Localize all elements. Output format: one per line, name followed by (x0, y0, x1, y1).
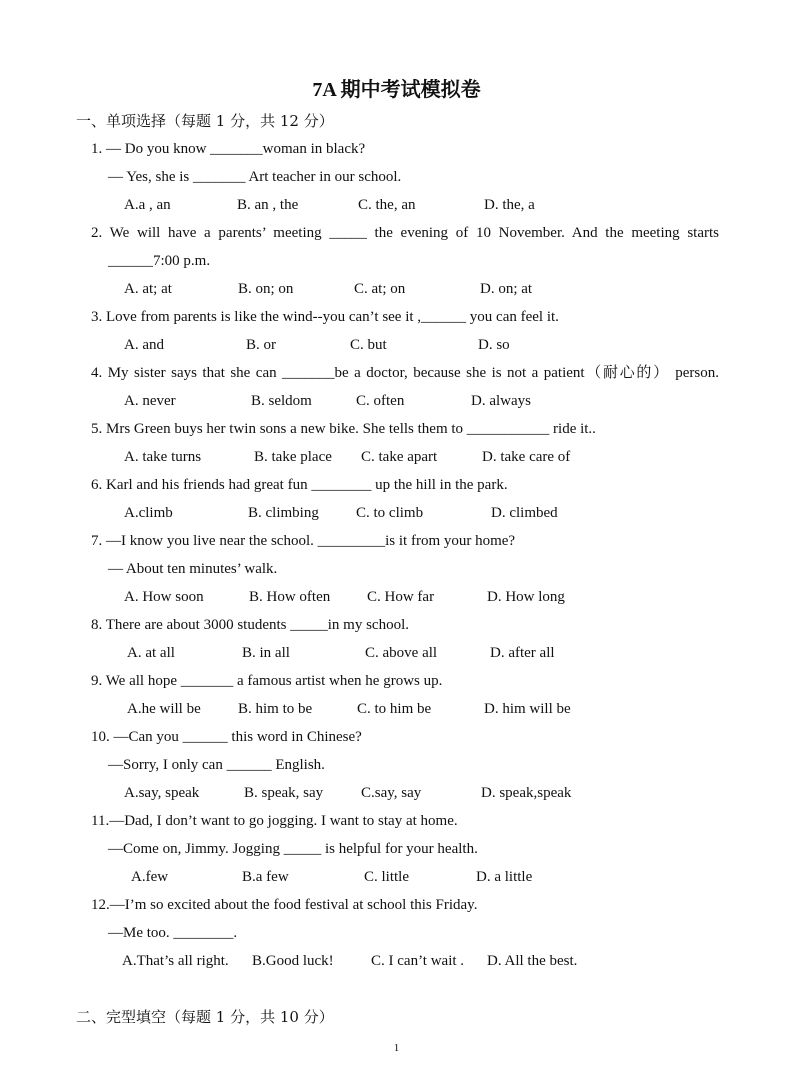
page-title: 7A 期中考试模拟卷 (312, 79, 481, 101)
option-d: D. a little (476, 869, 533, 885)
option-d: D. after all (490, 645, 555, 661)
question-dialogue-line: —Come on, Jimmy. Jogging _____ is helpful for your health. (108, 841, 478, 857)
question-stem: 9. We all hope _______ a famous artist when he grows up. (91, 673, 443, 689)
option-c: C. above all (365, 645, 438, 661)
option-a: A. How soon (124, 589, 204, 605)
section-heading-single-choice: 一、单项选择（每题 1 分，共 12 分） (76, 112, 334, 130)
option-d: D. speak,speak (481, 785, 572, 801)
option-b: B. take place (254, 449, 332, 465)
option-a: A. at; at (124, 281, 172, 297)
option-c: C. How far (367, 589, 435, 605)
option-c: C.say, say (361, 785, 422, 801)
question-stem: 10. —Can you ______ this word in Chinese? (91, 729, 362, 745)
option-c: C. to him be (357, 701, 432, 717)
option-d: D. on; at (480, 281, 533, 297)
option-a: A.say, speak (124, 785, 200, 801)
option-b: B. on; on (238, 281, 294, 297)
question-stem: 8. There are about 3000 students _____in my school. (91, 617, 410, 633)
option-d: D. take care of (482, 449, 571, 465)
option-b: B. in all (242, 645, 290, 661)
option-b: B.a few (242, 869, 289, 885)
option-a: A.a , an (124, 197, 171, 213)
option-d: D. always (471, 393, 531, 409)
question-stem: 2. We will have a parents’ meeting _____ the evening of 10 November. And the meeting starts (91, 225, 719, 241)
option-a: A.climb (124, 505, 173, 521)
option-b: B. him to be (238, 701, 313, 717)
section-heading-cloze: 二、完型填空（每题 1 分，共 10 分） (76, 1008, 334, 1026)
page-number: 1 (393, 1042, 400, 1054)
option-b: B. an , the (237, 197, 299, 213)
option-a: A. at all (127, 645, 175, 661)
option-b: B. How often (249, 589, 331, 605)
question-stem: 12.—I’m so excited about the food festival at school this Friday. (91, 897, 478, 913)
option-a: A.he will be (127, 701, 201, 717)
option-c: C. at; on (354, 281, 406, 297)
question-stem: 11.—Dad, I don’t want to go jogging. I want to stay at home. (91, 813, 458, 829)
option-c: C. the, an (358, 197, 416, 213)
option-b: B. climbing (248, 505, 319, 521)
option-a: A.That’s all right. (122, 953, 229, 969)
option-d: D. the, a (484, 197, 535, 213)
question-continuation: ______7:00 p.m. (108, 253, 211, 269)
question-dialogue-line: —Me too. ________. (108, 925, 238, 941)
option-a: A. and (124, 337, 164, 353)
option-c: C. I can’t wait . (371, 953, 465, 969)
option-d: D. How long (487, 589, 565, 605)
question-stem: 6. Karl and his friends had great fun ________ up the hill in the park. (91, 477, 508, 493)
option-c: C. to climb (356, 505, 424, 521)
option-b: B. or (246, 337, 276, 353)
option-c: C. little (364, 869, 409, 885)
option-b: B.Good luck! (252, 953, 334, 969)
question-dialogue-line: —Sorry, I only can ______ English. (108, 757, 325, 773)
option-c: C. take apart (361, 449, 438, 465)
option-a: A. take turns (124, 449, 202, 465)
option-c: C. but (350, 337, 387, 353)
question-stem: 5. Mrs Green buys her twin sons a new bike. She tells them to ___________ ride it.. (91, 421, 596, 437)
option-a: A.few (131, 869, 169, 885)
option-b: B. speak, say (244, 785, 324, 801)
question-stem: 7. —I know you live near the school. _________is it from your home? (91, 533, 516, 549)
question-dialogue-line: — Yes, she is _______ Art teacher in our school. (108, 169, 402, 185)
option-d: D. him will be (484, 701, 571, 717)
question-stem: 1. — Do you know _______woman in black? (91, 141, 366, 157)
question-stem: 3. Love from parents is like the wind--you can’t see it ,______ you can feel it. (91, 309, 559, 325)
option-c: C. often (356, 393, 405, 409)
question-stem: 4. My sister says that she can _______be a doctor, because she is not a patient（耐心的） person. (91, 365, 719, 381)
question-dialogue-line: — About ten minutes’ walk. (108, 561, 278, 577)
option-d: D. All the best. (487, 953, 578, 969)
option-a: A. never (124, 393, 176, 409)
option-b: B. seldom (251, 393, 312, 409)
option-d: D. climbed (491, 505, 558, 521)
option-d: D. so (478, 337, 510, 353)
